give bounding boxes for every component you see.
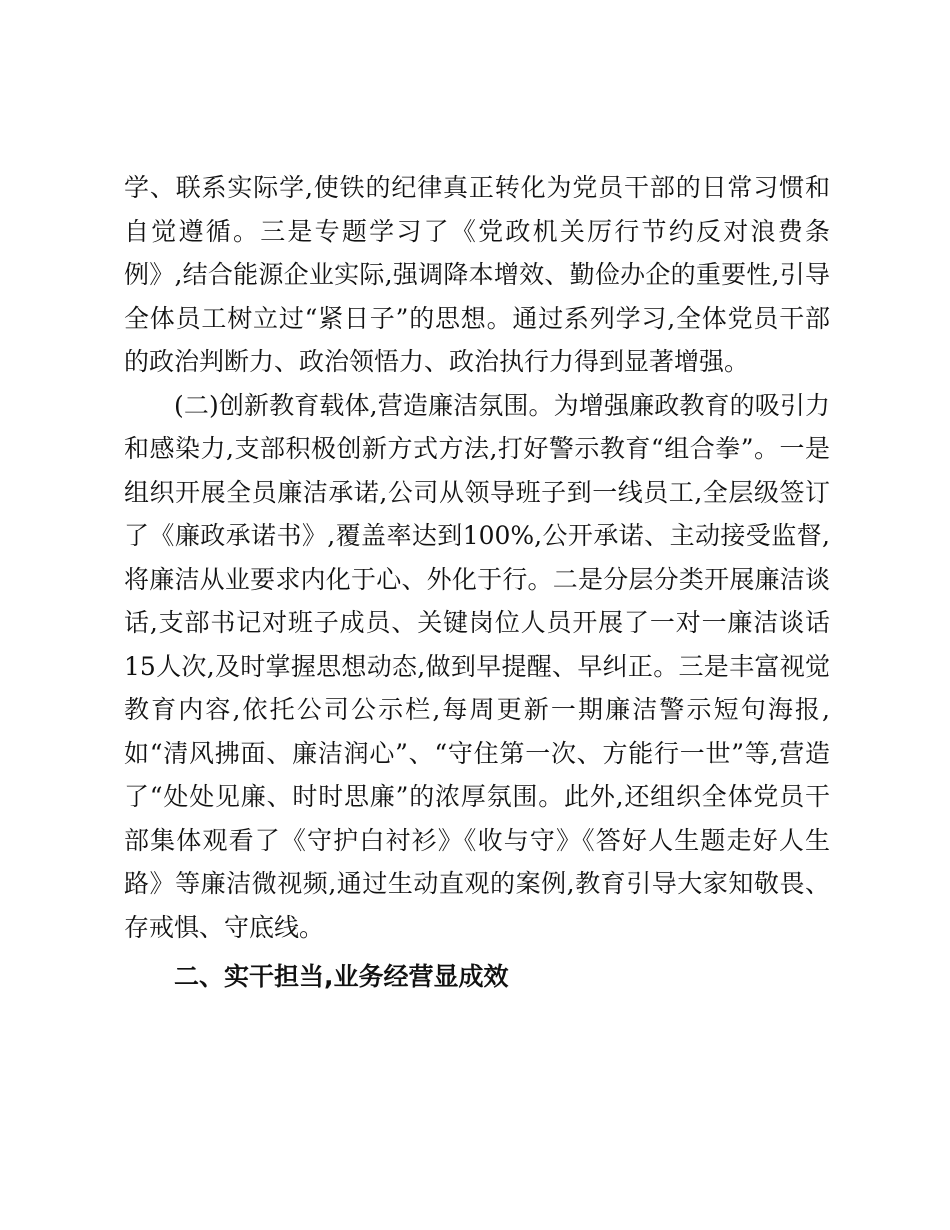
document-body [124, 166, 830, 999]
paragraph-education-carrier: (二)创新教育载体,营造廉洁氛围。为增强廉政教育的吸引力和感染力,支部积极创新方式方法,打好警示教育“组合拳”。一是组织开展全员廉洁承诺,公司从领导班子到一线员工,全层级签订了《廉政承诺书》,覆盖率达到100%,公开承诺、主动接受监督,将廉洁从业要求内化于心、外化于行。二是分层分类开展廉洁谈话,支部书记对班子成员、关键岗位人员开展了一对一廉洁谈话15人次,及时掌握思想动态,做到早提醒、早纠正。三是丰富视觉教育内容,依托公司公示栏,每周更新一期廉洁警示短句海报,如“清风拂面、廉洁润心”、“守住第一次、方能行一世”等,营造了“处处见廉、时时思廉”的浓厚氛围。此外,还组织全体党员干部集体观看了《守护白衬衫》《收与守》《答好人生题走好人生路》等廉洁微视频,通过生动直观的案例,教育引导大家知敬畏、存戒惧、守底线。 [124, 390, 830, 942]
paragraph-continuation: 学、联系实际学,使铁的纪律真正转化为党员干部的日常习惯和自觉遵循。三是专题学习了《党政机关厉行节约反对浪费条例》,结合能源企业实际,强调降本增效、勤俭办企的重要性,引导全体员工树立过“紧日子”的思想。通过系列学习,全体党员干部的政治判断力、政治领悟力、政治执行力得到显著增强。 [124, 173, 830, 376]
section-heading: 二、实干担当,业务经营显成效 [174, 962, 509, 991]
